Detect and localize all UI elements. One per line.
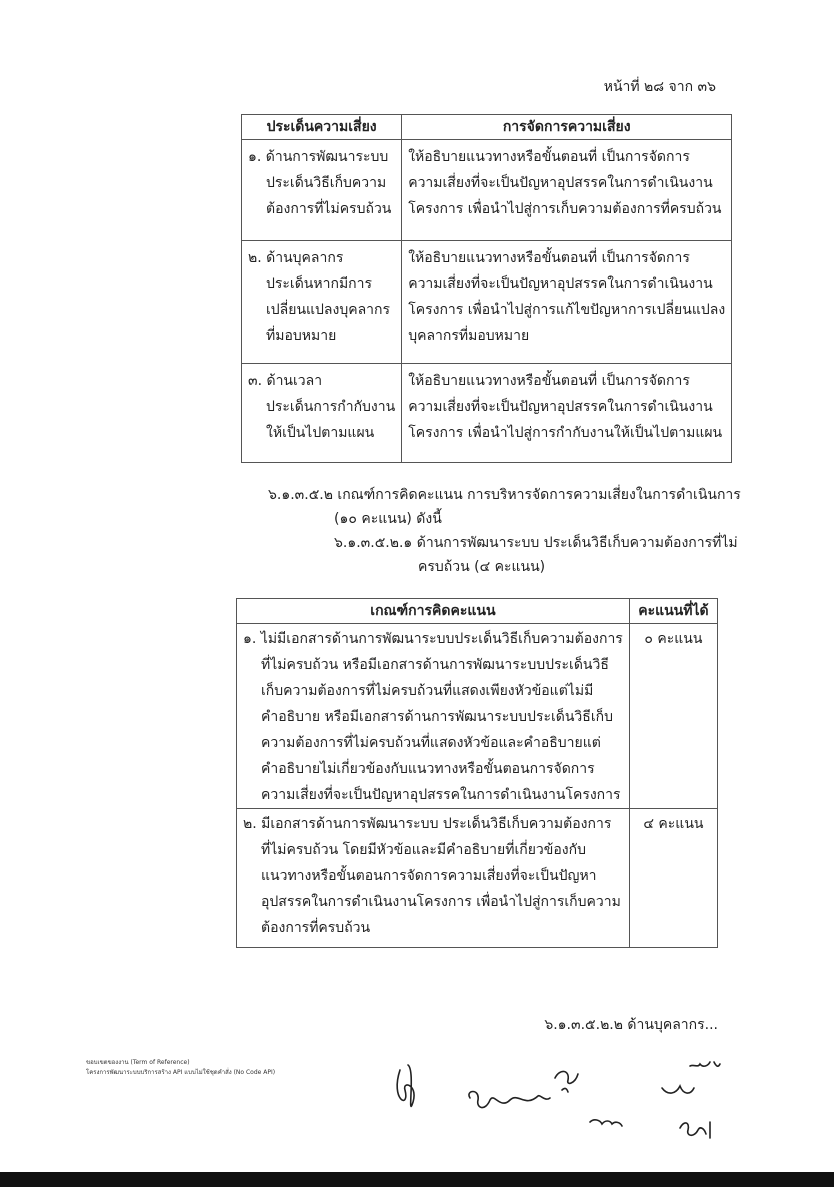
issue-line: ประเด็นหากมีการ: [266, 276, 373, 292]
criteria-line: ความเสี่ยงที่จะเป็นปัญหาอุปสรรคในการดำเนินงานโครงการ: [261, 787, 621, 803]
risk-table: [241, 114, 732, 463]
criteria-line: ๑. ไม่มีเอกสารด้านการพัฒนาระบบประเด็นวิธีเก็บความต้องการ: [243, 631, 623, 647]
criteria-line: คำอธิบายไม่เกี่ยวข้องกับแนวทางหรือขั้นตอนการจัดการ: [261, 761, 595, 777]
footer-line1: ขอบเขตของงาน (Term of Reference): [86, 1059, 190, 1066]
issue-line: เปลี่ยนแปลงบุคลากร: [266, 302, 391, 318]
signature-6-stroke: [690, 1062, 720, 1066]
issue-cell: [242, 140, 402, 241]
table-row: [242, 241, 732, 364]
signatures-image: [390, 1060, 750, 1160]
criteria-heading-line2: (๑๐ คะแนน) ดังนี้: [334, 511, 442, 527]
criteria-line: ที่ไม่ครบถ้วน โดยมีหัวข้อและมีคำอธิบายที่เกี่ยวข้องกับ: [261, 842, 586, 858]
criteria-line: เก็บความต้องการที่ไม่ครบถ้วนที่แสดงเพียงหัวข้อแต่ไม่มี: [261, 683, 594, 699]
criteria-subheading-line1: ๖.๑.๓.๕.๒.๑ ด้านการพัฒนาระบบ ประเด็นวิธีเก็บความต้องการที่ไม่: [334, 535, 738, 551]
criteria-line: ๒. มีเอกสารด้านการพัฒนาระบบ ประเด็นวิธีเก็บความต้องการ: [243, 816, 612, 832]
management-line: ความเสี่ยงที่จะเป็นปัญหาอุปสรรคในการดำเนินงาน: [408, 399, 713, 415]
management-line: ความเสี่ยงที่จะเป็นปัญหาอุปสรรคในการดำเนินงาน: [408, 276, 713, 292]
header-issue: ประเด็นความเสี่ยง: [242, 115, 402, 140]
header-management: การจัดการความเสี่ยง: [402, 115, 732, 140]
issue-line: ประเด็นวิธีเก็บความ: [266, 175, 387, 191]
issue-line: ประเด็นการกำกับงาน: [266, 399, 396, 415]
management-line: โครงการ เพื่อนำไปสู่การแก้ไขปัญหาการเปลี่ยนแปลง: [408, 302, 726, 318]
table-row: [242, 140, 732, 241]
management-cell: [402, 364, 732, 463]
signature-4-stroke: [590, 1120, 622, 1126]
table-row: [237, 809, 718, 948]
criteria-line: คำอธิบาย หรือมีเอกสารด้านการพัฒนาระบบประเด็นวิธีเก็บ: [261, 709, 613, 725]
management-line: ให้อธิบายแนวทางหรือขั้นตอนที่ เป็นการจัดการ: [408, 149, 690, 165]
management-cell: [402, 241, 732, 364]
issue-line: ๓. ด้านเวลา: [248, 373, 323, 389]
table-row: [242, 364, 732, 463]
footer-line2: โครงการพัฒนาระบบบริการสร้าง API แบบไม่ใช้ชุดคำสั่ง (No Code API): [86, 1069, 276, 1076]
page-number: หน้าที่ ๒๘ จาก ๓๖: [603, 79, 716, 95]
signature-2-stroke: [469, 1092, 550, 1108]
scan-edge-bar: [0, 1172, 834, 1187]
criteria-line: ที่ไม่ครบถ้วน หรือมีเอกสารด้านการพัฒนาระบบประเด็นวิธี: [261, 657, 609, 673]
table-row: [237, 624, 718, 809]
criteria-cell: [237, 809, 630, 948]
criteria-heading-line1: ๖.๑.๓.๕.๒ เกณฑ์การคิดคะแนน การบริหารจัดการความเสี่ยงในการดำเนินการ: [268, 487, 741, 503]
risk-table-header: [242, 115, 732, 140]
issue-line: ให้เป็นไปตามแผน: [266, 425, 375, 441]
criteria-line: อุปสรรคในการดำเนินงานโครงการ เพื่อนำไปสู่การเก็บความ: [261, 894, 621, 910]
score-table: [236, 598, 718, 948]
signature-3-stroke: [555, 1071, 578, 1092]
management-line: โครงการ เพื่อนำไปสู่การเก็บความต้องการที่ครบถ้วน: [408, 201, 722, 217]
issue-cell: [242, 241, 402, 364]
signature-7-stroke: [680, 1122, 710, 1138]
criteria-line: ต้องการที่ครบถ้วน: [261, 920, 371, 936]
issue-line: ๒. ด้านบุคลากร: [248, 250, 344, 266]
issue-line: ที่มอบหมาย: [266, 328, 337, 344]
management-line: โครงการ เพื่อนำไปสู่การกำกับงานให้เป็นไปตามแผน: [408, 425, 723, 441]
issue-line: ต้องการที่ไม่ครบถ้วน: [266, 201, 392, 217]
score-cell: ๔ คะแนน: [629, 809, 717, 948]
management-line: บุคลากรที่มอบหมาย: [408, 328, 530, 344]
signature-5-stroke: [662, 1086, 694, 1093]
score-table-header: [237, 599, 718, 624]
management-line: ความเสี่ยงที่จะเป็นปัญหาอุปสรรคในการดำเนินงาน: [408, 175, 713, 191]
criteria-subheading-line2: ครบถ้วน (๔ คะแนน): [418, 559, 546, 575]
management-line: ให้อธิบายแนวทางหรือขั้นตอนที่ เป็นการจัดการ: [408, 250, 690, 266]
issue-line: ๑. ด้านการพัฒนาระบบ: [248, 149, 389, 165]
issue-cell: [242, 364, 402, 463]
score-cell: ๐ คะแนน: [629, 624, 717, 809]
management-cell: [402, 140, 732, 241]
signature-1-stroke: [397, 1065, 414, 1106]
criteria-cell: [237, 624, 630, 809]
header-criteria: เกณฑ์การคิดคะแนน: [237, 599, 630, 624]
header-score: คะแนนที่ได้: [629, 599, 717, 624]
continuation-text: ๖.๑.๓.๕.๒.๒ ด้านบุคลากร...: [544, 1017, 718, 1033]
management-line: ให้อธิบายแนวทางหรือขั้นตอนที่ เป็นการจัดการ: [408, 373, 690, 389]
criteria-line: ความต้องการที่ไม่ครบถ้วนที่แสดงหัวข้อและคำอธิบายแต่: [261, 735, 601, 751]
criteria-line: แนวทางหรือขั้นตอนการจัดการความเสี่ยงที่จะเป็นปัญหา: [261, 868, 597, 884]
